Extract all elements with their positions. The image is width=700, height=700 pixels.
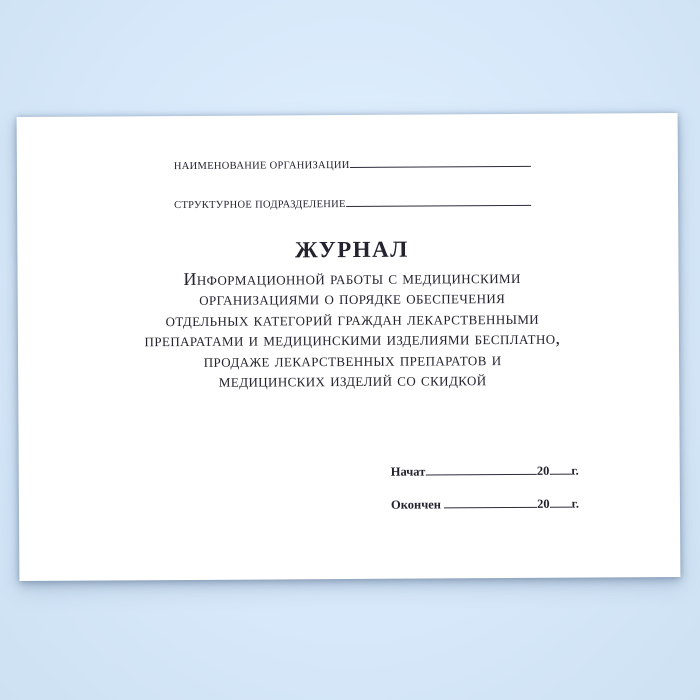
started-year-blank-line: [549, 461, 571, 475]
organization-name-blank-line: [349, 150, 530, 168]
started-row: [391, 461, 579, 478]
date-fields: [391, 461, 579, 528]
journal-subtitle: Информационной работы с медицинскими организациями о порядке обеспечения отдельных категорий граждан лекарственными препаратами и медицинскими изделиями бесплатно, продаже лекарственных препаратов и медицинских изделий со скидкой: [144, 266, 561, 391]
started-year-prefix: 20: [536, 463, 550, 478]
header-fields: [174, 150, 531, 230]
finished-year-prefix: 20: [537, 496, 550, 511]
department-row: [174, 189, 531, 212]
finished-row: [391, 494, 579, 511]
organization-name-label: НАИМЕНОВАНИЕ ОРГАНИЗАЦИИ: [173, 159, 350, 173]
organization-name-row: [173, 150, 531, 173]
journal-cover-page: [17, 113, 681, 581]
journal-title: ЖУРНАЛ: [294, 236, 409, 263]
finished-year-suffix: г.: [571, 496, 580, 511]
finished-label: Окончен: [390, 496, 442, 512]
started-blank-line: [425, 461, 537, 475]
started-year-suffix: г.: [571, 463, 579, 478]
department-blank-line: [346, 189, 531, 207]
finished-year-blank-line: [549, 494, 571, 508]
started-label: Начат: [390, 464, 426, 479]
department-label: СТРУКТУРНОЕ ПОДРАЗДЕЛЕНИЕ: [174, 199, 346, 212]
finished-blank-line: [444, 494, 537, 508]
